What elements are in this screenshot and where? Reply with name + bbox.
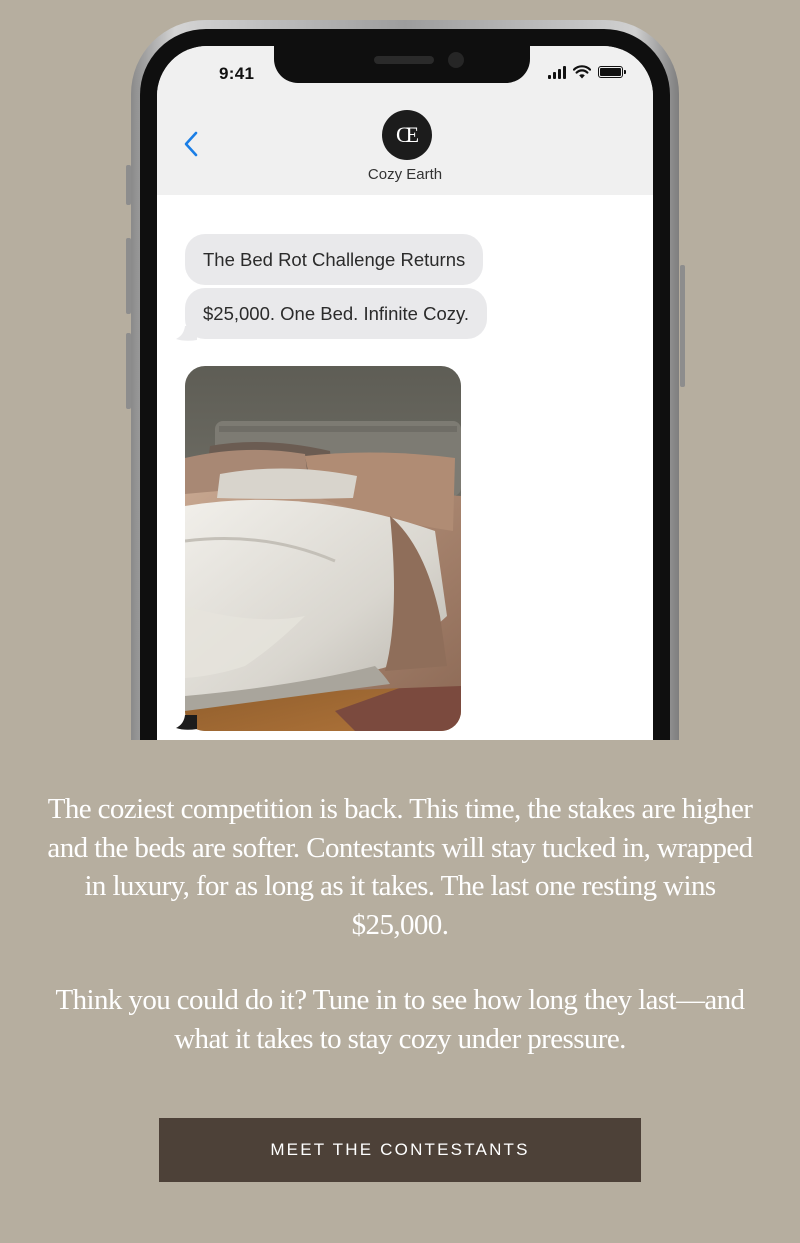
power-button bbox=[680, 265, 685, 387]
chevron-left-icon[interactable] bbox=[181, 130, 201, 158]
phone-frame bbox=[131, 20, 679, 740]
copy-paragraph-1: The coziest competition is back. This time, the stakes are higher and the beds are softer. Contestants will stay tucked in, wrapped in luxury, for as long as it takes. The last one resting wins $25,000. bbox=[47, 793, 753, 941]
contact-name[interactable]: Cozy Earth bbox=[367, 166, 443, 183]
copy-paragraph-2: Think you could do it? Tune in to see how long they last—and what it takes to stay cozy under pressure. bbox=[55, 984, 745, 1055]
message-bubble: $25,000. One Bed. Infinite Cozy. bbox=[185, 288, 487, 339]
bed-photo[interactable] bbox=[185, 366, 461, 731]
signal-icon bbox=[548, 66, 566, 79]
wifi-icon bbox=[573, 65, 591, 79]
bed-illustration bbox=[185, 366, 461, 731]
speaker-grille bbox=[374, 56, 434, 64]
phone-bezel bbox=[140, 29, 670, 740]
message-bubble: The Bed Rot Challenge Returns bbox=[185, 234, 483, 285]
status-time: 9:41 bbox=[219, 64, 255, 83]
phone-screen bbox=[157, 46, 653, 740]
status-icons bbox=[548, 65, 623, 79]
bubble-tail bbox=[175, 715, 199, 731]
notch bbox=[274, 46, 530, 83]
front-camera bbox=[448, 52, 464, 68]
contact-avatar[interactable]: CE bbox=[382, 110, 432, 160]
bubble-tail bbox=[175, 326, 199, 342]
meet-the-contestants-button[interactable]: MEET THE CONTESTANTS bbox=[159, 1118, 641, 1182]
battery-icon bbox=[598, 66, 623, 78]
body-copy bbox=[40, 790, 760, 1058]
